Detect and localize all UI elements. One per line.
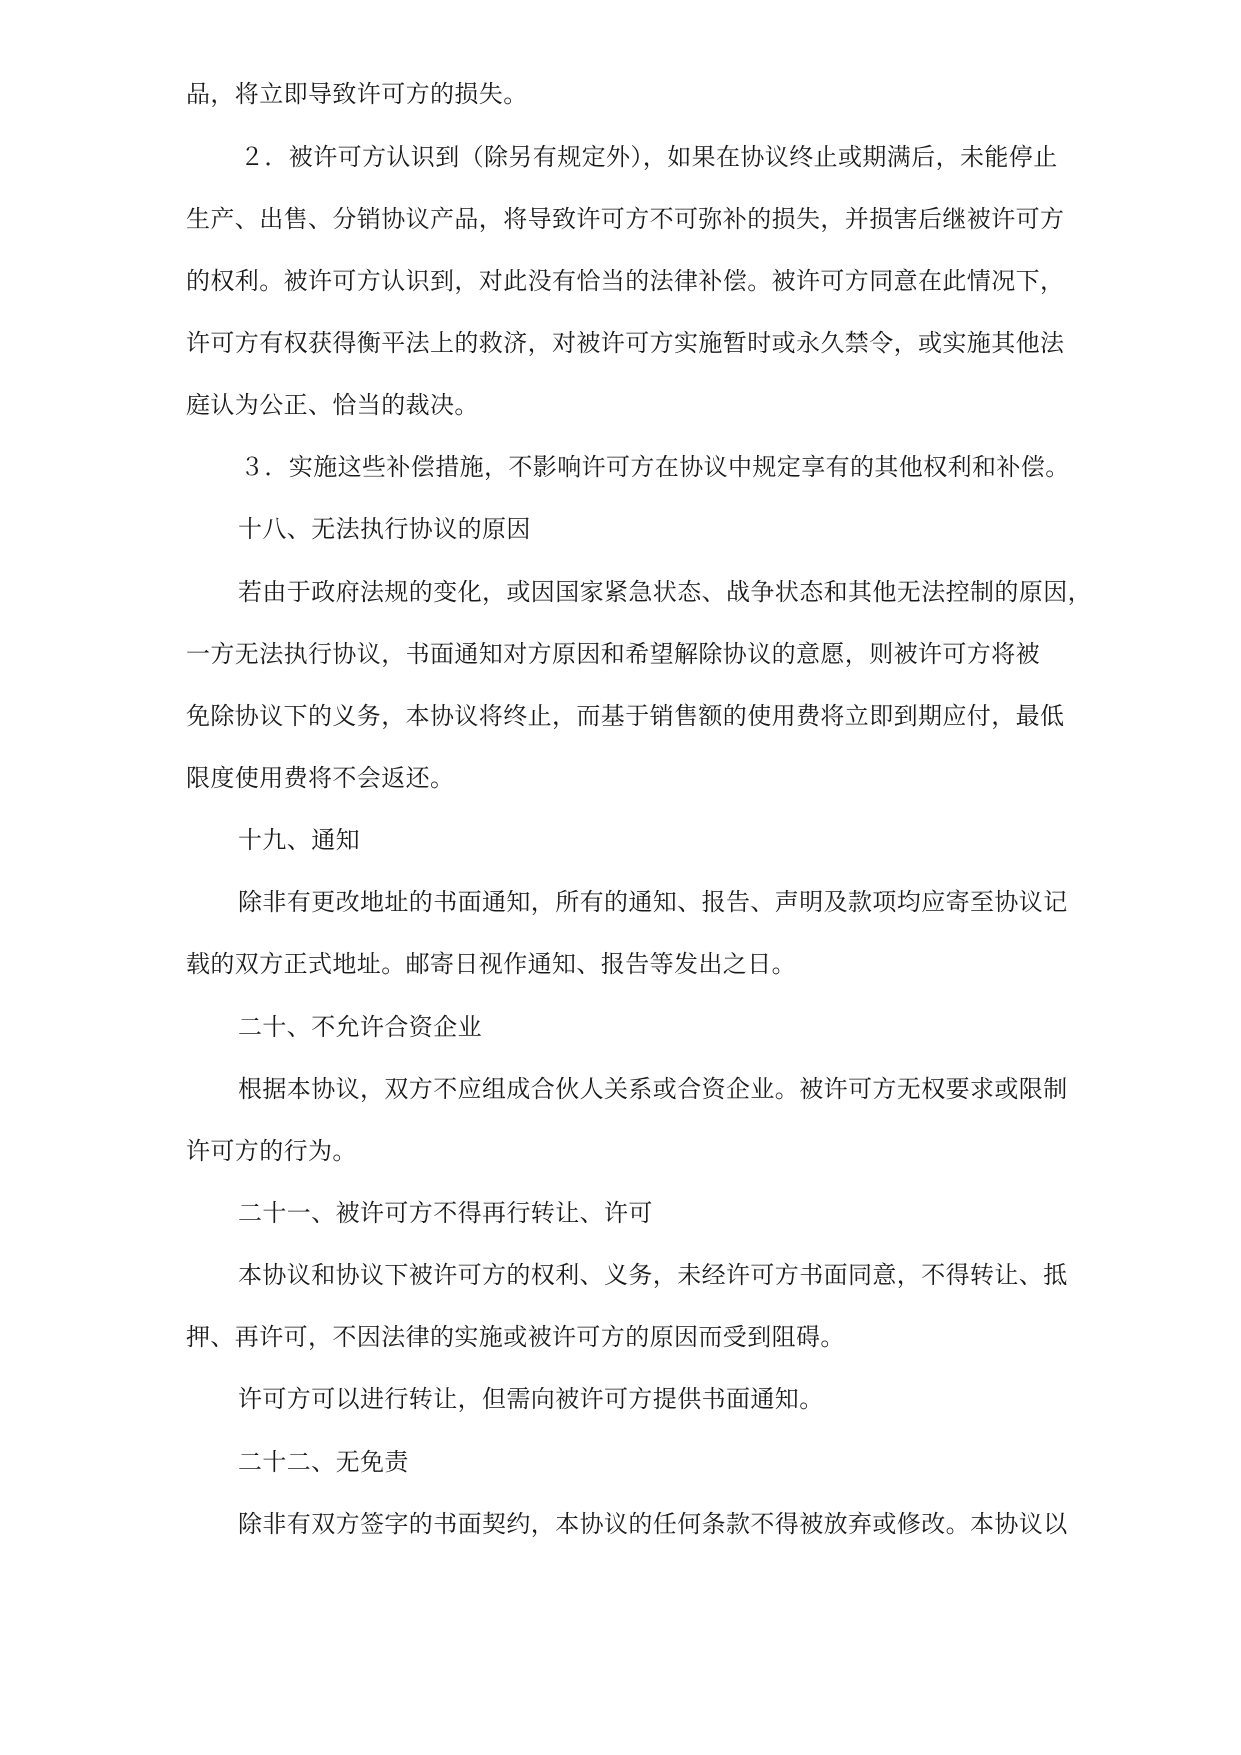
text-line: 许可方可以进行转让，但需向被许可方提供书面通知。: [238, 1385, 824, 1413]
section-heading: 二十、不允许合资企业: [238, 1013, 482, 1041]
text-line: 生产、出售、分销协议产品，将导致许可方不可弥补的损失，并损害后继被许可方: [186, 205, 1065, 233]
text-line: 载的双方正式地址。邮寄日视作通知、报告等发出之日。: [186, 950, 796, 978]
text-line: 一方无法执行协议，书面通知对方原因和希望解除协议的意愿，则被许可方将被: [186, 640, 1040, 668]
text-line: 庭认为公正、恰当的裁决。: [186, 391, 479, 419]
section-heading: 十八、无法执行协议的原因: [238, 515, 531, 543]
text-line: 品，将立即导致许可方的损失。: [186, 80, 528, 108]
text-line: 本协议和协议下被许可方的权利、义务，未经许可方书面同意，不得转让、抵: [238, 1261, 1068, 1289]
text-line: 根据本协议，双方不应组成合伙人关系或合资企业。被许可方无权要求或限制: [238, 1075, 1068, 1103]
text-line: 押、再许可，不因法律的实施或被许可方的原因而受到阻碍。: [186, 1323, 845, 1351]
section-heading: 二十一、被许可方不得再行转让、许可: [238, 1199, 653, 1227]
text-line: 免除协议下的义务，本协议将终止，而基于销售额的使用费将立即到期应付，最低: [186, 702, 1065, 730]
text-line: 的权利。被许可方认识到，对此没有恰当的法律补偿。被许可方同意在此情况下，: [186, 267, 1065, 295]
text-line: 许可方的行为。: [186, 1137, 357, 1165]
section-heading: 十九、通知: [238, 826, 360, 854]
text-line: 限度使用费将不会返还。: [186, 764, 455, 792]
text-line: ３．实施这些补偿措施，不影响许可方在协议中规定享有的其他权利和补偿。: [240, 453, 1070, 481]
text-line: 除非有双方签字的书面契约，本协议的任何条款不得被放弃或修改。本协议以: [238, 1510, 1068, 1538]
text-line: ２．被许可方认识到（除另有规定外），如果在协议终止或期满后，未能停止: [240, 143, 1058, 171]
section-heading: 二十二、无免责: [238, 1448, 409, 1476]
text-line: 除非有更改地址的书面通知，所有的通知、报告、声明及款项均应寄至协议记: [238, 888, 1068, 916]
text-line: 若由于政府法规的变化，或因国家紧急状态、战争状态和其他无法控制的原因，: [238, 578, 1092, 606]
text-line: 许可方有权获得衡平法上的救济，对被许可方实施暂时或永久禁令，或实施其他法: [186, 329, 1065, 357]
